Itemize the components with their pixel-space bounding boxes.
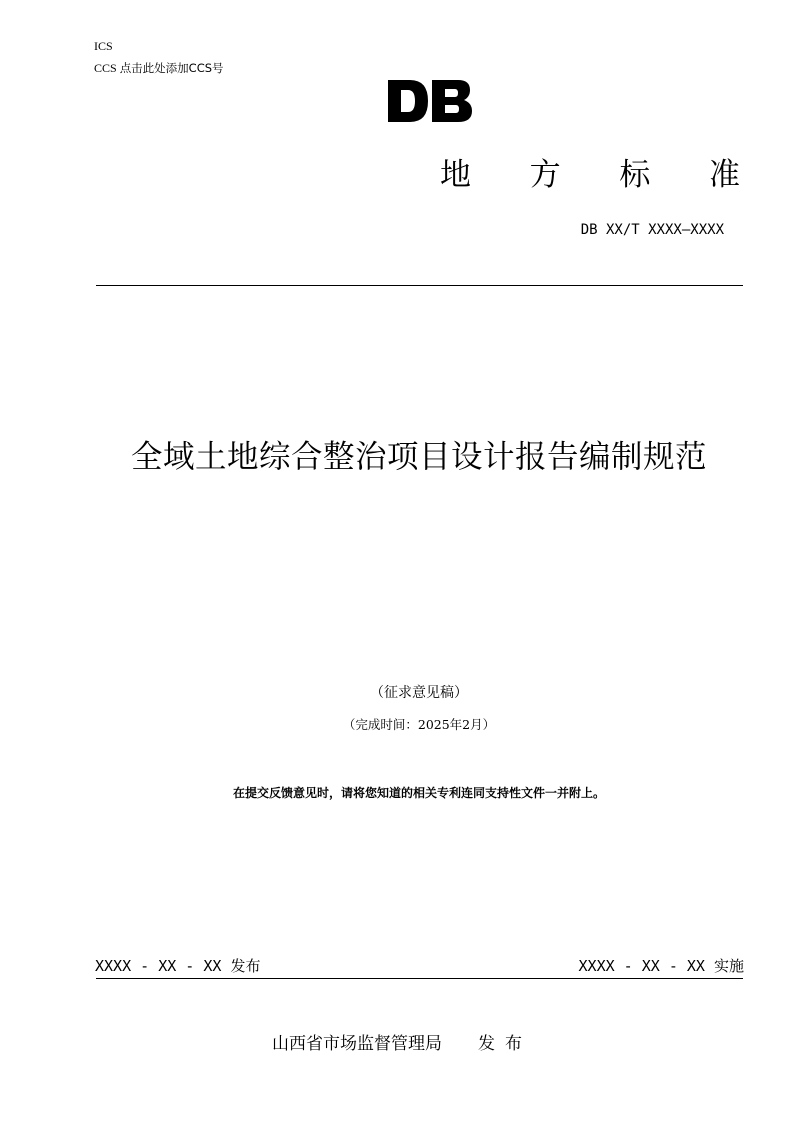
completion-time: （完成时间：2025年2月） <box>342 717 496 732</box>
issuer-line <box>272 1032 532 1056</box>
db-logo-letter-b <box>432 80 472 122</box>
ics-label: ICS <box>94 39 113 53</box>
db-logo <box>386 78 474 124</box>
ccs-line <box>94 61 224 75</box>
feedback-note: 在提交反馈意见时，请将您知道的相关专利连同支持性文件一并附上。 <box>232 786 605 800</box>
draft-stage: （征求意见稿） <box>370 685 468 701</box>
implement-date <box>579 955 744 977</box>
standard-type-char: 标 <box>619 157 651 193</box>
top-divider <box>96 285 743 286</box>
standard-type-char: 准 <box>708 157 740 193</box>
issuer-action: 发布 <box>478 1034 532 1054</box>
ccs-hint[interactable]: 点击此处添加CCS号 <box>119 61 224 75</box>
bottom-divider <box>96 978 743 979</box>
implement-label: 实施 <box>713 957 744 975</box>
document-title: 全域土地综合整治项目设计报告编制规范 <box>130 439 707 475</box>
publish-label: 发布 <box>230 957 261 975</box>
ccs-code: CCS <box>94 61 117 75</box>
standard-number: DB XX/T XXXX—XXXX <box>580 222 724 238</box>
publish-date <box>95 955 260 977</box>
db-logo-letter-d <box>388 80 428 122</box>
standard-type-char: 地 <box>440 157 471 193</box>
standard-type <box>440 152 740 198</box>
publish-date-value: XXXX - XX - XX <box>95 957 222 975</box>
issuer-name: 山西省市场监督管理局 <box>272 1034 442 1054</box>
standard-type-char: 方 <box>529 157 561 193</box>
implement-date-value: XXXX - XX - XX <box>578 957 705 975</box>
